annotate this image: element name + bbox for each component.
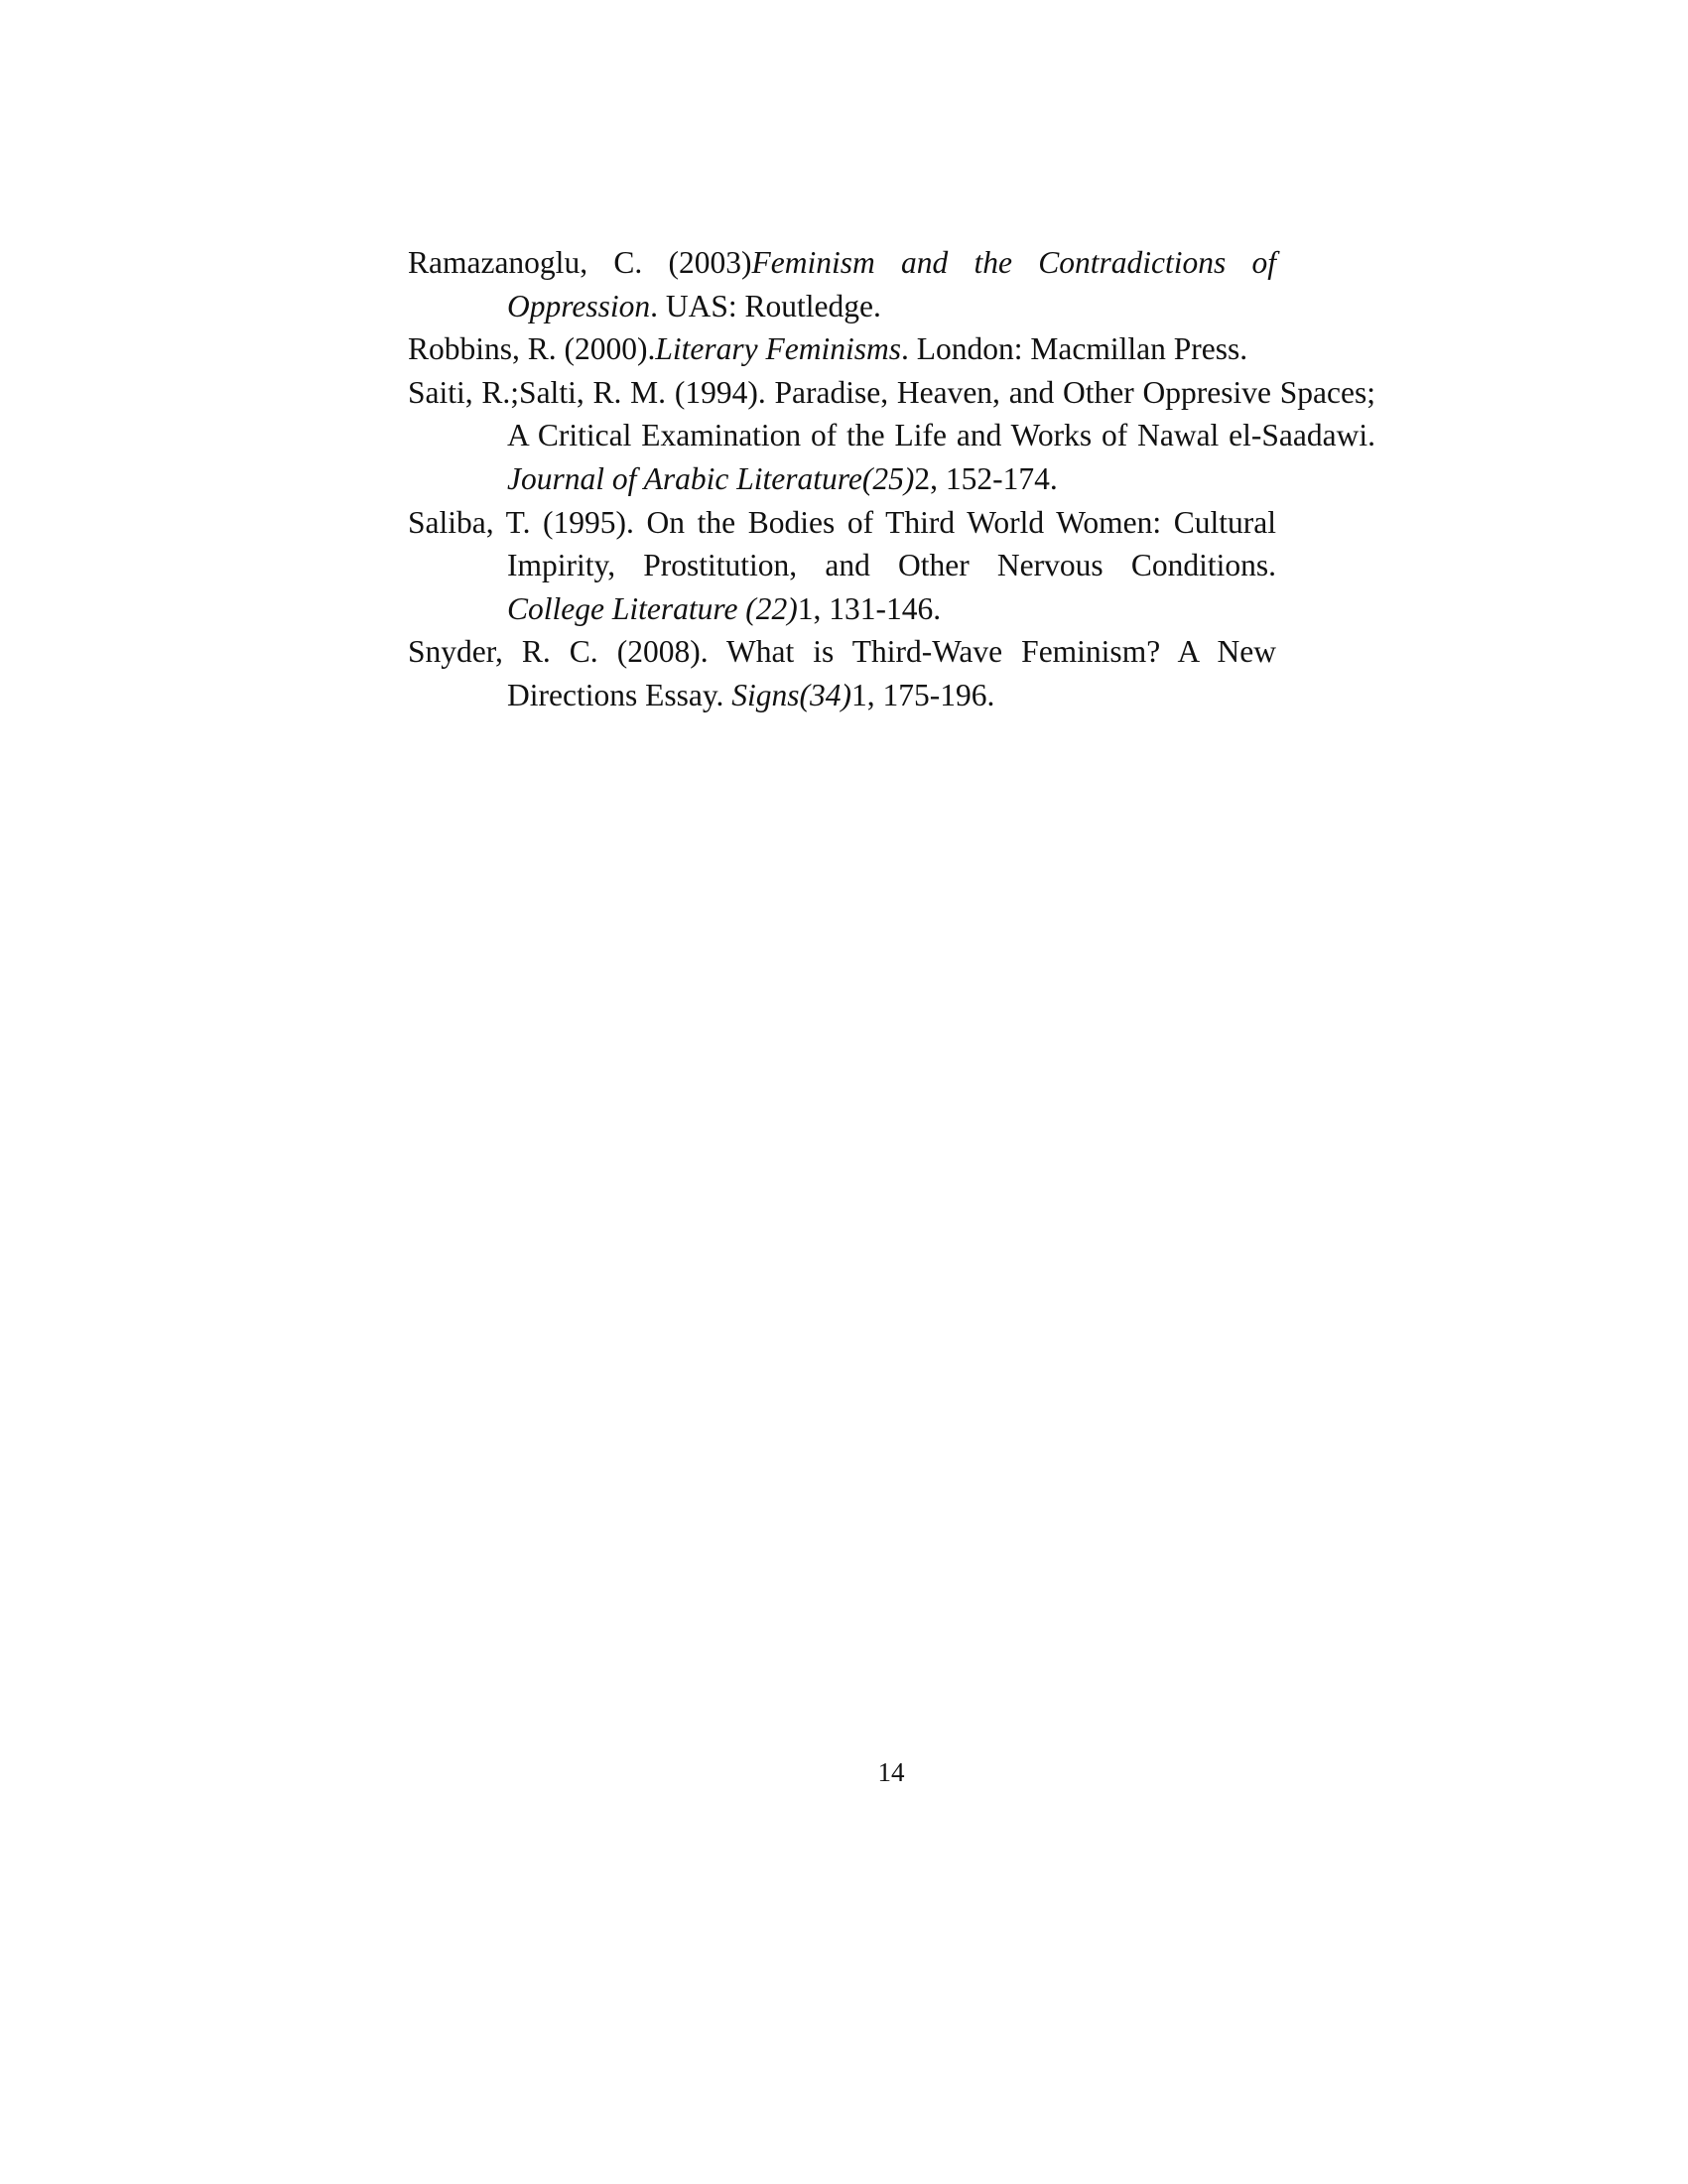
reference-entry: Snyder, R. C. (2008). What is Third-Wave Feminism? A New Directions Essay. Signs(34)1, 175-196. xyxy=(408,634,1276,712)
reference-entry: Saliba, T. (1995). On the Bodies of Third World Women: Cultural Impirity, Prostitution, and Other Nervous Conditions. College Literature (22)1, 131-146. xyxy=(408,504,1276,626)
reference-entry: Ramazanoglu, C. (2003)Feminism and the Contradictions of Oppression. UAS: Routledge. xyxy=(408,245,1277,323)
reference-entry: Saiti, R.;Salti, R. M. (1994). Paradise, Heaven, and Other Oppresive Spaces; A Critical Examination of the Life and Works of Nawal el-Saadawi. Journal of Arabic Literature(25)2, 152-174. xyxy=(408,374,1375,496)
page-number: 14 xyxy=(877,1757,905,1787)
reference-entry: Robbins, R. (2000).Literary Feminisms. London: Macmillan Press. xyxy=(408,331,1248,367)
reference-list xyxy=(408,241,1375,717)
